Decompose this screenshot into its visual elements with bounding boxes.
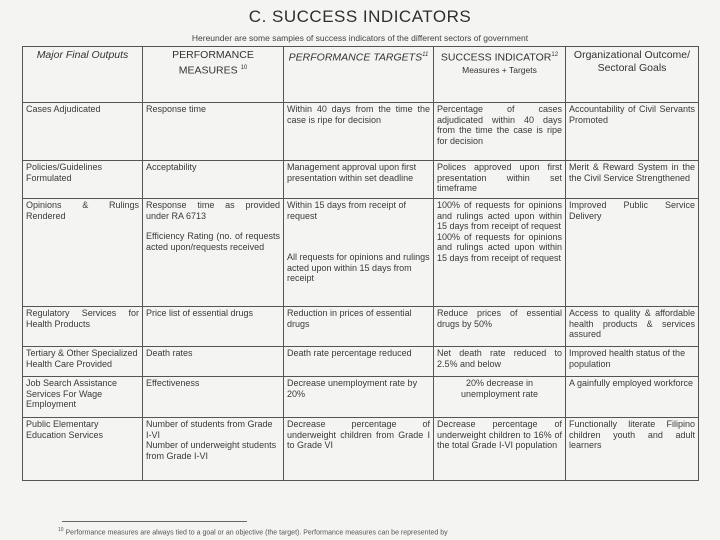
section-title: C. SUCCESS INDICATORS xyxy=(248,7,472,26)
cell-measure: Death rates xyxy=(143,347,284,377)
cell-measure: Effectiveness xyxy=(143,377,284,418)
table-row xyxy=(23,377,699,418)
footnote: $^{10}$ Performance measures are always tied to a goal or an objective (the target). Performance measures can be represented by xyxy=(58,527,448,537)
header-performance-targets: PERFORMANCE TARGETS$^{11}$ xyxy=(284,47,434,103)
cell-indicator: Reduce prices of essential drugs by 50% xyxy=(434,307,566,347)
cell-target: Decrease percentage of underweight children from Grade I to Grade VI xyxy=(284,418,434,481)
table-row xyxy=(23,199,699,307)
cell-output: Opinions & Rulings Rendered xyxy=(23,199,143,307)
table-row xyxy=(23,161,699,199)
header-success-indicator: SUCCESS INDICATOR$^{12}$ Measures + Targets xyxy=(434,47,566,103)
cell-goal: A gainfully employed workforce xyxy=(566,377,699,418)
cell-goal: Accountability of Civil Servants Promoted xyxy=(566,103,699,161)
header-organizational-outcome: Organizational Outcome/ Sectoral Goals xyxy=(566,47,699,103)
table-row xyxy=(23,307,699,347)
cell-indicator: 20% decrease in unemployment rate xyxy=(434,377,566,418)
indicator-line: 100% of requests for opinions and rulings acted upon within 15 days from receipt of request xyxy=(437,231,562,263)
cell-target: Management approval upon first presentation within set deadline xyxy=(284,161,434,199)
cell-output: Tertiary & Other Specialized Health Care Provided xyxy=(23,347,143,377)
table-row xyxy=(23,103,699,161)
cell-measure: Acceptability xyxy=(143,161,284,199)
measure-line: Number of students from Grade I-VI xyxy=(146,419,273,440)
footnote-divider xyxy=(62,521,247,522)
cell-output: Cases Adjudicated xyxy=(23,103,143,161)
cell-output: Public Elementary Education Services xyxy=(23,418,143,481)
cell-indicator: Percentage of cases adjudicated within 40 days from the time the case is ripe for decision xyxy=(434,103,566,161)
cell-goal: Improved Public Service Delivery xyxy=(566,199,699,307)
section-subtitle: Hereunder are some sampies of success indicators of the different sectors of government xyxy=(191,33,529,43)
cell-target: Within 40 days from the time the case is ripe for decision xyxy=(284,103,434,161)
target-line: Within 15 days from receipt of request xyxy=(287,200,407,221)
cell-indicator: Decrease percentage of underweight children to 16% of the total Grade I-VI population xyxy=(434,418,566,481)
header-major-final-outputs: Major Final Outputs xyxy=(23,47,143,103)
cell-goal: Functionally literate Filipino children youth and adult learners xyxy=(566,418,699,481)
header-performance-measures: PERFORMANCE MEASURES $^{10}$ xyxy=(143,47,284,103)
measure-line: Number of underweight students from Grade I-VI xyxy=(146,440,277,461)
cell-output: Job Search Assistance Services For Wage Employment xyxy=(23,377,143,418)
cell-measure: Response time xyxy=(143,103,284,161)
cell-target: Reduction in prices of essential drugs xyxy=(284,307,434,347)
cell-indicator: Polices approved upon first presentation within set timeframe xyxy=(434,161,566,199)
cell-measure: Price list of essential drugs xyxy=(143,307,284,347)
cell-goal: Access to quality & affordable health products & services assured xyxy=(566,307,699,347)
cell-output: Regulatory Services for Health Products xyxy=(23,307,143,347)
cell-target: Death rate percentage reduced xyxy=(284,347,434,377)
cell-target xyxy=(284,199,434,307)
cell-indicator: Net death rate reduced to 2.5% and below xyxy=(434,347,566,377)
cell-target: Decrease unemployment rate by 20% xyxy=(284,377,434,418)
cell-goal: Improved health status of the population xyxy=(566,347,699,377)
measure-line: Response time as provided under RA 6713 xyxy=(146,200,280,221)
success-indicators-table xyxy=(22,46,699,481)
cell-measure xyxy=(143,199,284,307)
table-row xyxy=(23,418,699,481)
cell-indicator xyxy=(434,199,566,307)
target-line: All requests for opinions and rulings acted upon within 15 days from receipt xyxy=(287,252,430,283)
cell-output: Policies/Guidelines Formulated xyxy=(23,161,143,199)
measure-line: Efficiency Rating (no. of requests acted upon/requests received xyxy=(146,231,280,252)
cell-goal: Merit & Reward System in the the Civil Service Strengthened xyxy=(566,161,699,199)
table-row xyxy=(23,347,699,377)
cell-measure xyxy=(143,418,284,481)
header-row xyxy=(23,47,699,103)
indicator-line: 100% of requests for opinions and rulings acted upon within 15 days from receipt of request xyxy=(437,200,562,231)
